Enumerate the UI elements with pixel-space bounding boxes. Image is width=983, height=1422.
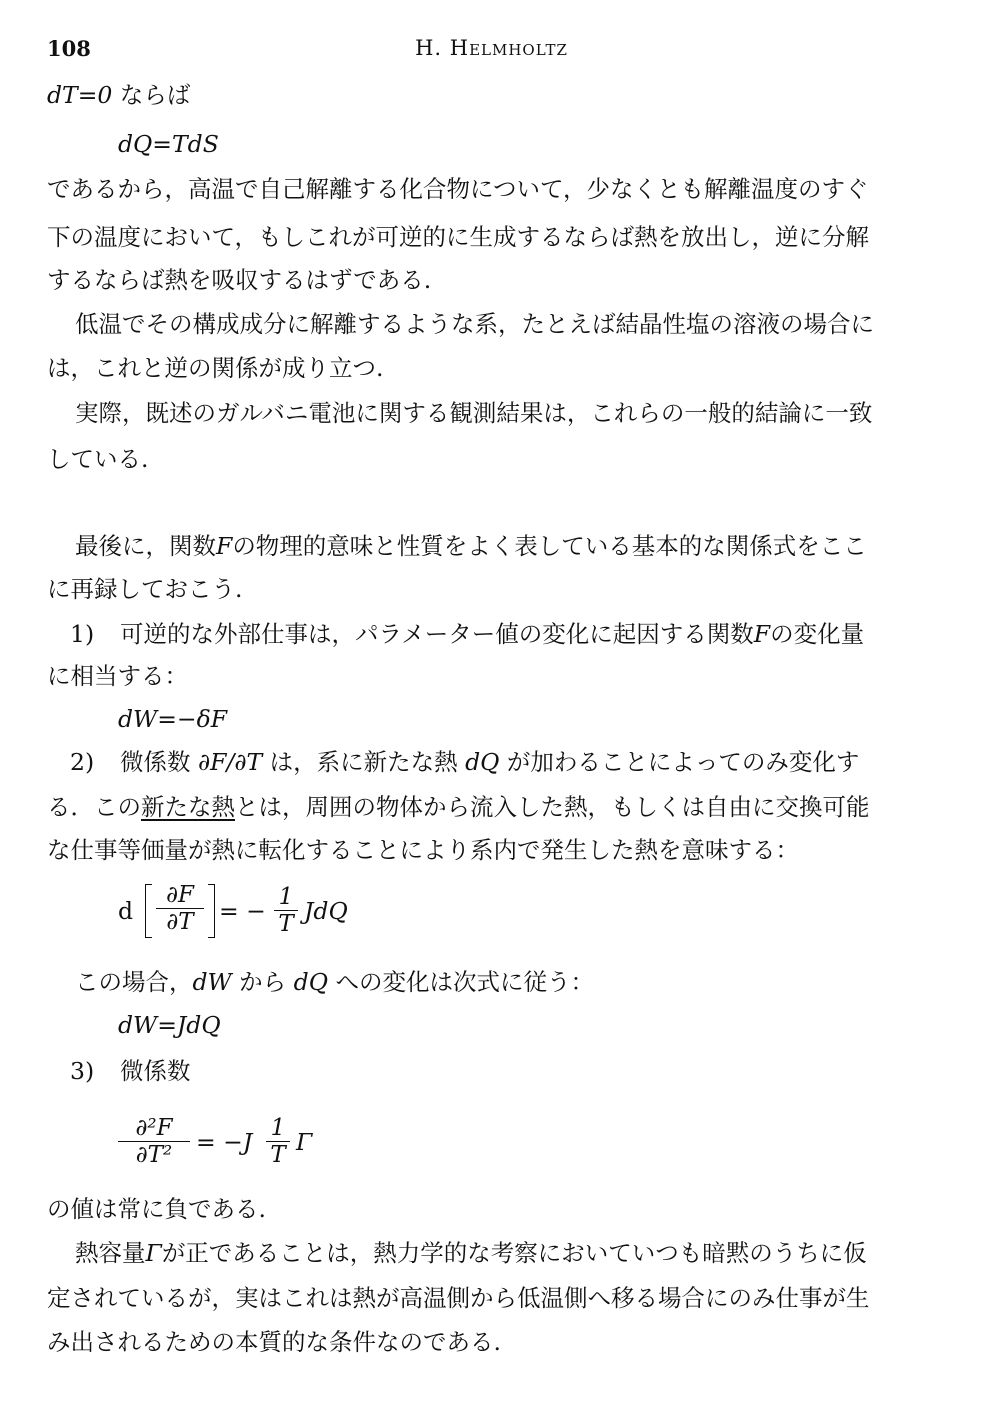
item-1-number: 1) — [70, 620, 95, 648]
paragraph-4-text-a: 最後に，関数 — [75, 532, 216, 560]
paragraph-2-line-2: は，これと逆の関係が成り立つ. — [47, 354, 384, 382]
item-2-dw: dW — [192, 968, 232, 996]
item-2-text-a: 微係数 — [120, 748, 198, 776]
fraction-denominator: ∂T — [166, 909, 194, 935]
fraction-numerator: 1 — [266, 1115, 290, 1142]
condition-line — [47, 80, 190, 110]
item-2-line-4 — [75, 967, 594, 997]
paragraph-5-text-b: が正であることは，熱力学的な考察においていつも暗黙のうちに仮 — [161, 1239, 867, 1267]
right-bracket — [208, 884, 215, 938]
fraction-numerator: 1 — [274, 884, 298, 911]
equation-dw-delta-f: dW=−δF — [118, 705, 228, 733]
condition-math: dT=0 — [47, 81, 113, 109]
formula-gamma: Γ — [296, 1128, 313, 1156]
running-title: H. Helmholtz — [415, 36, 568, 60]
paragraph-1-line-1: であるから，高温で自己解離する化合物について，少なくとも解離温度のすぐ — [47, 175, 869, 203]
formula-equals: = − — [219, 897, 266, 925]
item-2-dq: dQ — [465, 748, 500, 776]
gamma-symbol: Γ — [145, 1239, 162, 1267]
paragraph-1-line-2: 下の温度において，もしこれが可逆的に生成するならば熱を放出し，逆に分解 — [47, 223, 870, 251]
item-3-label: 微係数 — [120, 1057, 191, 1085]
paragraph-5-line-3: み出されるための本質的な条件なのである. — [47, 1328, 501, 1356]
fraction-denominator: ∂T² — [135, 1142, 173, 1168]
item-2-line-3: な仕事等価量が熱に転化することにより系内で発生した熱を意味する： — [47, 836, 799, 864]
page-number: 108 — [47, 36, 91, 61]
paragraph-1-line-3: するならば熱を吸収するはずである. — [47, 266, 432, 294]
item-2-line-4-a: この場合， — [75, 968, 193, 996]
paragraph-5-line-1 — [75, 1238, 867, 1268]
item-2-line-4-c: への変化は次式に従う： — [327, 968, 594, 996]
item-2-line-2 — [47, 792, 870, 822]
item-2-line-1 — [120, 747, 859, 777]
item-1-line-1 — [120, 619, 864, 649]
item-2-partial-derivative: ∂F/∂T — [197, 748, 263, 776]
fraction-denominator: T — [278, 911, 294, 937]
item-2-line-4-b: から — [231, 968, 294, 996]
item-3-number: 3) — [70, 1057, 95, 1085]
item-2-line-2-b: とは，周囲の物体から流入した熱，もしくは自由に交換可能 — [235, 793, 870, 821]
condition-text: ならば — [112, 81, 191, 109]
fraction-numerator: ∂²F — [118, 1115, 190, 1142]
paragraph-5-text-a: 熱容量 — [75, 1239, 146, 1267]
fraction-numerator: ∂F — [156, 882, 204, 909]
item-2-number: 2) — [70, 748, 95, 776]
item-1-text-b: の変化量 — [770, 620, 865, 648]
paragraph-2-line-1: 低温でその構成成分に解離するような系，たとえば結晶性塩の溶液の場合に — [75, 310, 874, 338]
paragraph-3-line-1: 実際，既述のガルバニ電池に関する観測結果は，これらの一般的結論に一致 — [75, 399, 873, 427]
item-1-text-a: 可逆的な外部仕事は，パラメーター値の変化に起因する関数 — [120, 620, 754, 648]
paragraph-4-line-1 — [75, 531, 867, 561]
reciprocal-fraction — [274, 884, 298, 937]
reciprocal-fraction — [266, 1115, 290, 1168]
equation-dw-jdq: dW=JdQ — [118, 1011, 221, 1039]
function-f-symbol: F — [753, 620, 771, 648]
item-2-text-c: が加わることによってのみ変化す — [499, 748, 860, 776]
item-2-dq-2: dQ — [293, 968, 328, 996]
underlined-new-heat: 新たな熱 — [141, 793, 235, 821]
equation-dq-tds: dQ=TdS — [118, 130, 219, 158]
function-f-symbol: F — [216, 532, 233, 560]
paragraph-4-line-2: に再録しておこう. — [47, 575, 243, 603]
partial-fraction — [156, 882, 204, 935]
second-derivative-fraction — [118, 1115, 190, 1168]
item-3-after: の値は常に負である. — [47, 1195, 266, 1223]
item-1-line-2: に相当する： — [47, 662, 188, 690]
item-2-text-b: は，系に新たな熱 — [262, 748, 466, 776]
formula-tail: JdQ — [304, 897, 348, 925]
formula-equals: = −J — [196, 1128, 253, 1156]
item-2-line-2-a: る．この — [47, 793, 141, 821]
fraction-denominator: T — [270, 1142, 286, 1168]
formula-d: d — [118, 897, 134, 925]
left-bracket — [145, 884, 152, 938]
paragraph-5-line-2: 定されているが，実はこれは熱が高温側から低温側へ移る場合にのみ仕事が生 — [47, 1284, 870, 1312]
paragraph-4-text-b: の物理的意味と性質をよく表している基本的な関係式をここ — [232, 532, 867, 560]
paragraph-3-line-2: している. — [47, 445, 149, 473]
